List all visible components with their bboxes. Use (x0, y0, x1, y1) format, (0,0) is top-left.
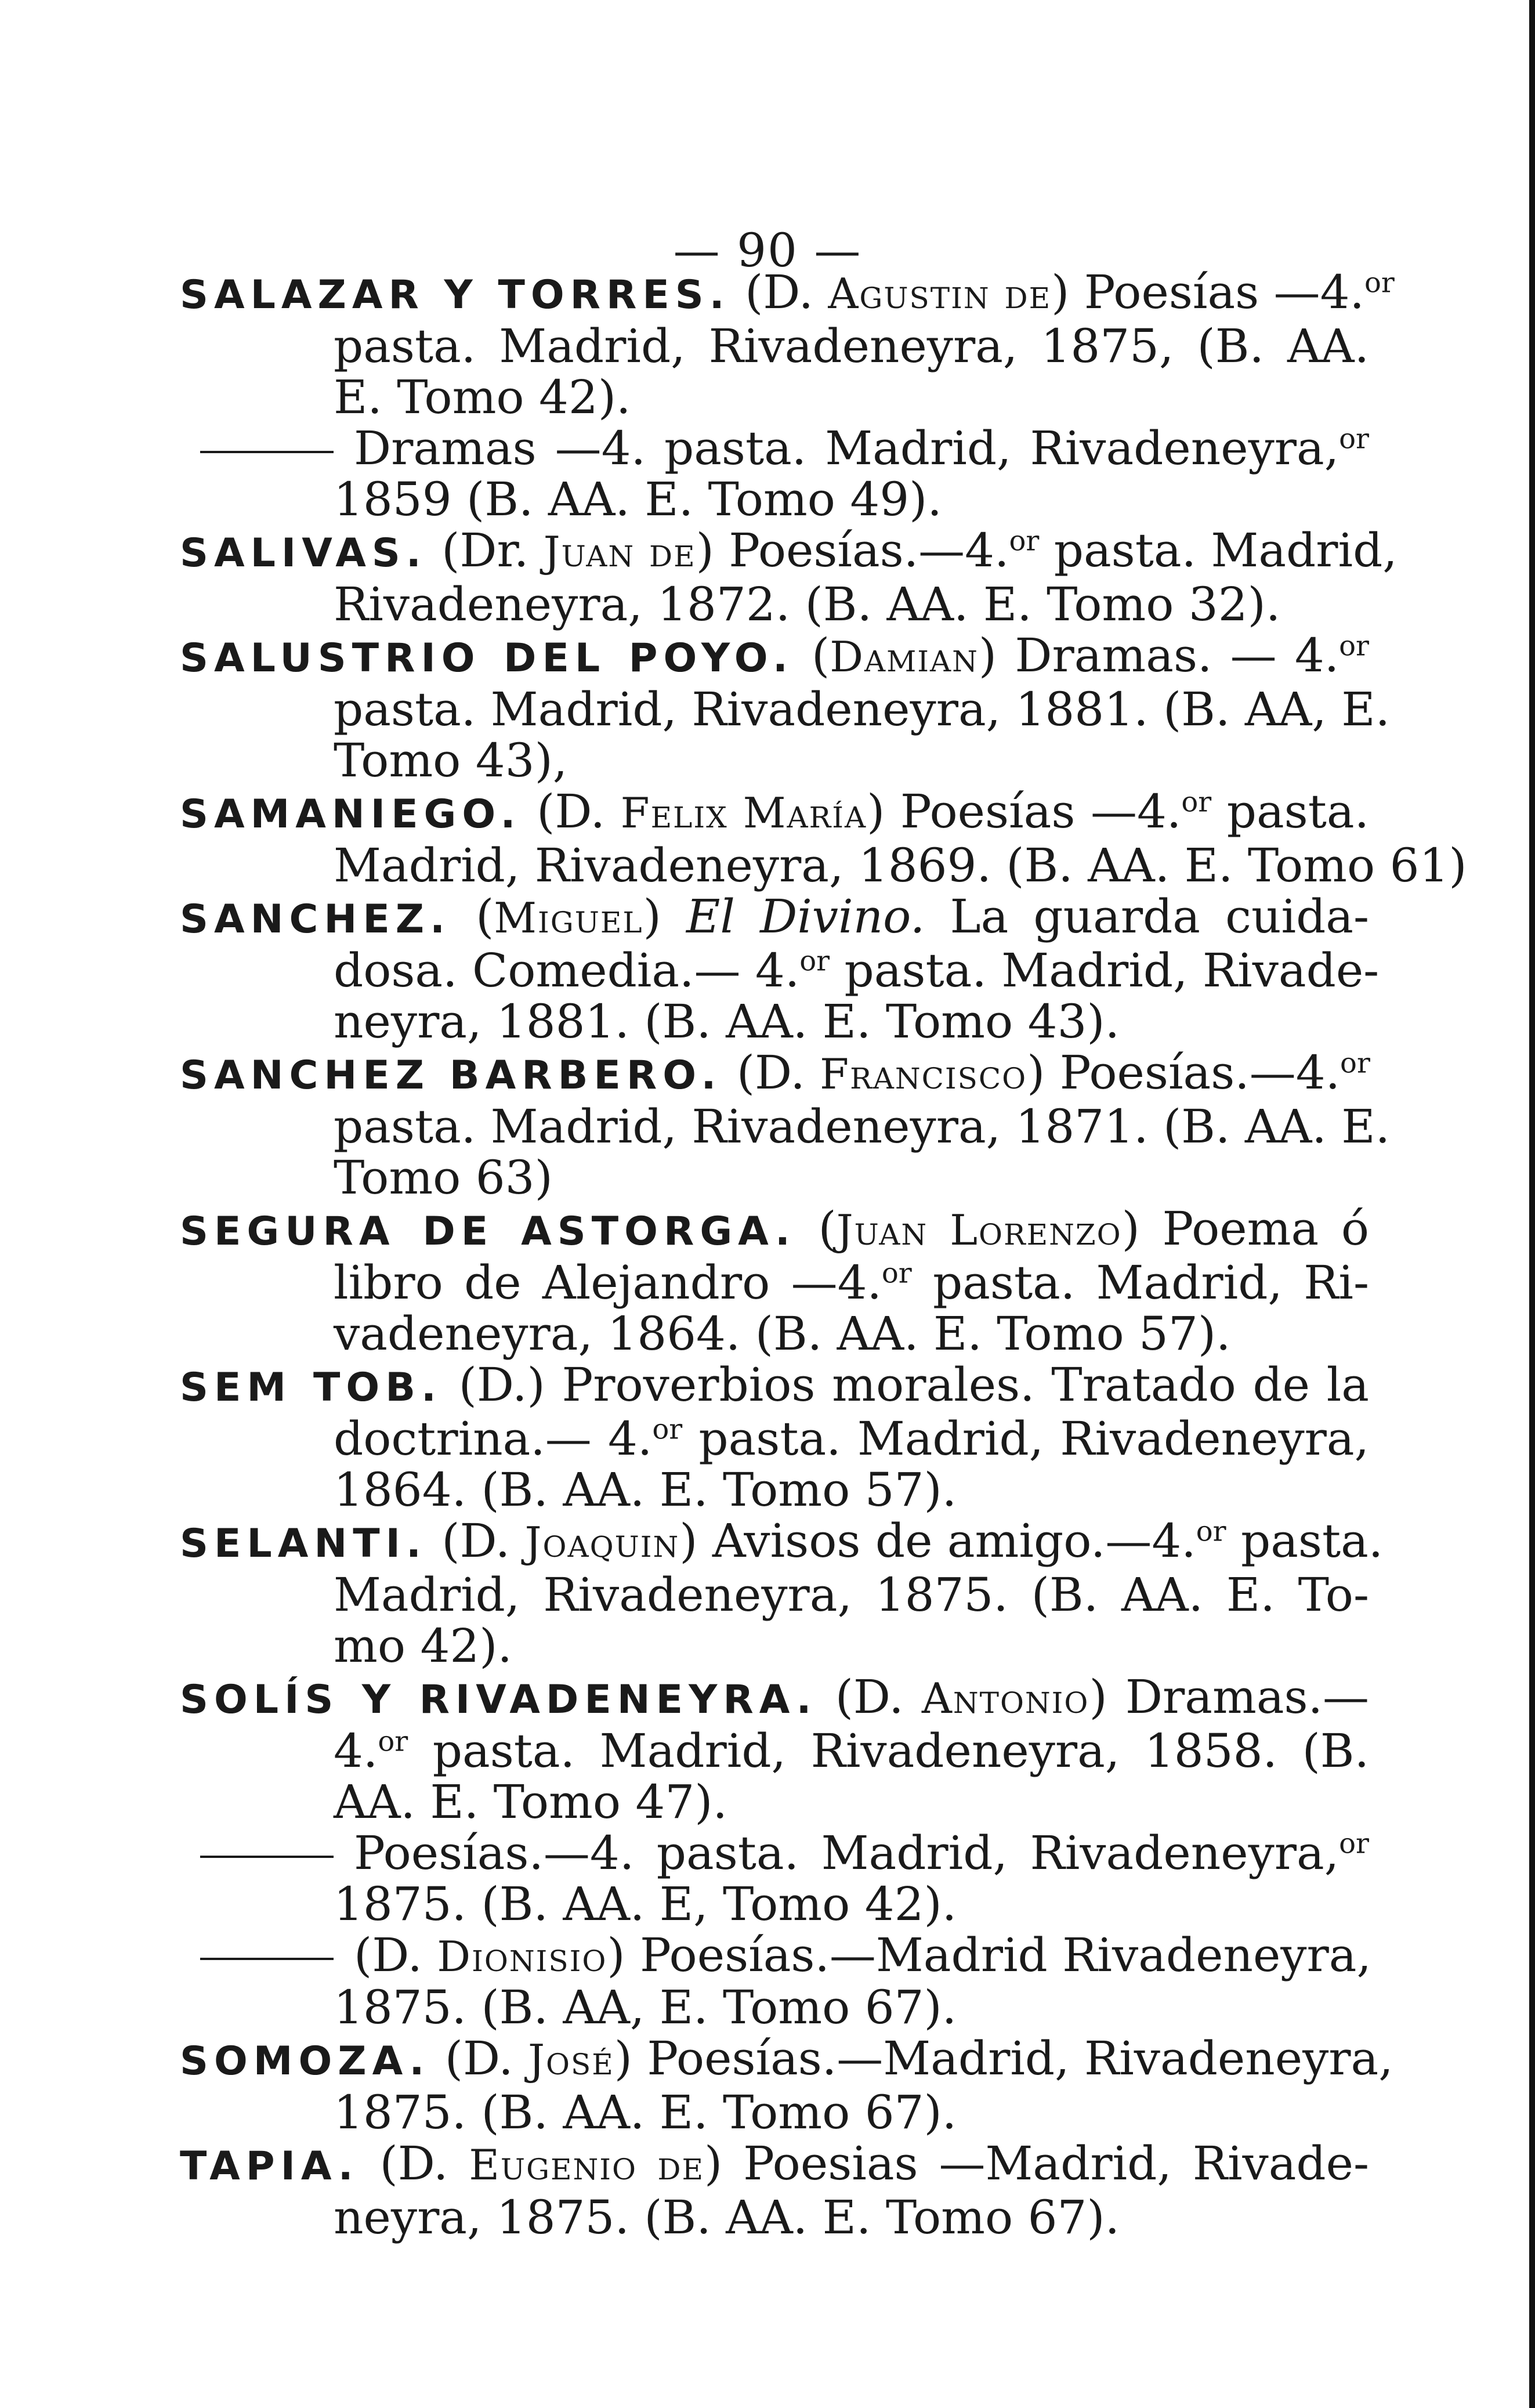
ordinal-superscript: or (1340, 1047, 1370, 1080)
entry-text: pasta. (1226, 1514, 1384, 1568)
entry-text: (D. (835, 1670, 922, 1724)
entry-line (180, 2192, 1369, 2243)
entry-text: (D. (441, 1514, 525, 1568)
author-headword: SELANTI. (180, 1521, 427, 1567)
entry-text: Poesías.—4. (354, 1826, 635, 1880)
bibliography-entry (180, 1360, 1369, 1516)
bibliography-entry (180, 523, 1398, 631)
entry-text: pasta. Madrid, Rivadeneyra, (682, 1412, 1370, 1466)
entry-text: 1859 (B. AA. E. Tomo 49). (334, 472, 942, 526)
entry-text: neyra, 1875. (B. AA. E. Tomo 67). (334, 2190, 1120, 2244)
entry-text: pasta. Madrid, Ri- (911, 1256, 1369, 1310)
entry-text: (D. (444, 2031, 528, 2085)
page-number: — 90 — (673, 223, 862, 277)
entry-text: AA. E. Tomo 47). (334, 1775, 727, 1829)
entry-line (180, 1514, 1384, 1570)
entry-text: Rivadeneyra, 1872. (B. AA. E. Tomo 32). (334, 577, 1281, 631)
entry-line (180, 423, 1369, 474)
entry-text: 1864. (B. AA. E. Tomo 57). (334, 1463, 957, 1517)
author-name: Miguel (494, 894, 643, 942)
entry-text: pasta. Madrid, (1039, 523, 1398, 577)
entry-line (180, 1982, 1369, 2033)
entry-line (180, 1203, 1369, 1257)
bibliography-entry (180, 2031, 1393, 2139)
entry-line (180, 1879, 1369, 1930)
entry-line (180, 1257, 1369, 1308)
entry-line (180, 579, 1369, 630)
entry-line (180, 891, 1369, 945)
entry-line (180, 838, 1467, 892)
author-name: Juan de (543, 527, 696, 576)
bibliography-entry (180, 1514, 1384, 1673)
author-name: José (528, 2035, 614, 2084)
entry-text: ( (818, 1202, 837, 1256)
entry-text: ( (812, 628, 830, 682)
bibliography-entry (180, 1672, 1369, 1828)
entry-text: 4. (334, 1724, 378, 1778)
entry-text: (D. (745, 265, 828, 319)
author-headword: SAMANIEGO. (180, 791, 522, 837)
entry-text: Madrid, Rivadeneyra, 1875. (B. AA. E. To- (334, 1568, 1369, 1622)
entry-line (180, 1621, 1369, 1672)
entry-line (180, 321, 1369, 372)
entry-line (180, 1930, 1369, 1982)
entry-line (180, 1413, 1369, 1465)
entry-line (180, 996, 1369, 1047)
entry-line (180, 1047, 1369, 1101)
bibliography-entry (180, 628, 1391, 787)
entry-text: pasta. Madrid, Rivadeneyra, 1858. (B. (408, 1724, 1369, 1778)
entry-line (180, 265, 1395, 321)
entry-text: pasta. Madrid, Rivadeneyra, (646, 421, 1339, 475)
entry-text: ) Avisos de amigo.—4. (679, 1514, 1196, 1568)
ditto-dash (200, 451, 334, 453)
entry-text: E. Tomo 42). (334, 370, 631, 424)
author-name: Antonio (921, 1674, 1089, 1723)
author-name: Francisco (820, 1050, 1027, 1098)
entry-text: pasta. Madrid, Rivade- (830, 943, 1380, 997)
bibliography-entry (180, 1046, 1391, 1205)
entry-text: ) Dramas.— (1089, 1670, 1369, 1724)
ordinal-superscript: or (881, 1257, 912, 1290)
entry-text: ) Poesías —4. (867, 784, 1182, 838)
author-name: Joaquin (524, 1518, 680, 1567)
entry-text: pasta. Madrid, Rivadeneyra, 1875, (B. AA. (334, 319, 1369, 373)
entry-text: mo 42). (334, 1619, 512, 1673)
author-headword: SANCHEZ BARBERO. (180, 1053, 722, 1098)
entry-line (180, 1308, 1369, 1360)
entry-text: (D. (537, 784, 621, 838)
entry-line (180, 1100, 1391, 1154)
entry-text: ) Poesías.—4. (696, 523, 1009, 577)
ordinal-superscript: or (1196, 1515, 1226, 1548)
bibliography-entry (180, 890, 1380, 1048)
entry-line (180, 1726, 1369, 1777)
entry-line (180, 2087, 1369, 2138)
entry-line (180, 1570, 1369, 1621)
author-headword: SALAZAR Y TORRES. (180, 272, 730, 318)
entry-line (180, 630, 1369, 684)
entry-text: (D. (379, 2136, 469, 2190)
author-headword: SEM TOB. (180, 1365, 442, 1411)
entry-text: dosa. Comedia.— 4. (334, 943, 800, 997)
entry-text: pasta. Madrid, Rivadeneyra, 1881. (B. AA, E. (334, 682, 1391, 736)
entry-line (180, 2031, 1393, 2087)
author-name: Dionisio (437, 1932, 607, 1981)
entry-text: ) Poesías.—4. (1027, 1046, 1341, 1100)
entry-line (180, 523, 1398, 579)
author-name: Agustin de (828, 269, 1052, 318)
entry-text: ) (643, 890, 686, 943)
entry-text: 1875. (B. AA. E, Tomo 42). (334, 1877, 957, 1931)
ordinal-superscript: or (652, 1413, 683, 1446)
author-name: Damian (830, 632, 979, 681)
author-name: Felix María (620, 789, 867, 837)
bibliography-entry (180, 1203, 1369, 1360)
entry-text: Madrid, Rivadeneyra, 1869. (B. AA. E. Tomo 61) (334, 838, 1467, 892)
entry-text: (D.) Proverbios morales. Tratado de la (458, 1358, 1370, 1412)
entry-line (180, 943, 1380, 997)
entry-text: (D. (736, 1046, 820, 1100)
author-name: Juan Lorenzo (836, 1206, 1122, 1254)
entry-text: Tomo 43), (334, 733, 568, 787)
entry-text: 1875. (B. AA. E. Tomo 67). (334, 2085, 957, 2139)
entry-text: ) Poesías.—Madrid Rivadeneyra, (607, 1928, 1371, 1982)
bibliography-entry (180, 2138, 1369, 2243)
entry-line (180, 1465, 1369, 1516)
entry-text: libro de Alejandro —4. (334, 1256, 882, 1310)
ordinal-superscript: or (1009, 525, 1040, 558)
entry-text: pasta. Madrid, Rivadeneyra, (634, 1826, 1339, 1880)
bibliography-entry (180, 784, 1467, 892)
entry-text: 1875. (B. AA, E. Tomo 67). (334, 1980, 957, 2034)
entry-text: doctrina.— 4. (334, 1412, 653, 1466)
entry-line (180, 474, 1369, 525)
entry-text: Tomo 63) (334, 1151, 553, 1205)
entry-line (180, 372, 1369, 423)
entry-text: ) Dramas. — 4. (978, 628, 1339, 682)
ditto-dash (200, 1856, 334, 1858)
author-headword: SALIVAS. (180, 530, 427, 576)
ordinal-superscript: or (1181, 786, 1212, 819)
ordinal-superscript: or (1339, 630, 1369, 663)
entry-text: ) Poesias —Madrid, Rivade- (704, 2136, 1369, 2190)
bibliography-entry (180, 1828, 1369, 1930)
ordinal-superscript: or (799, 945, 830, 978)
author-headword: SOMOZA. (180, 2038, 430, 2084)
author-name: Eugenio de (469, 2141, 704, 2189)
entry-line (180, 2138, 1369, 2192)
title-italic: El Divino. (686, 890, 925, 943)
entry-text: ) Poema ó (1121, 1202, 1369, 1256)
entry-text: La guarda cuida- (925, 890, 1369, 943)
author-headword: SEGURA DE ASTORGA. (180, 1209, 796, 1254)
entry-text: ( (476, 890, 494, 943)
entry-line (180, 735, 1369, 786)
entry-text: pasta. Madrid, Rivadeneyra, 1871. (B. AA. E. (334, 1100, 1391, 1154)
entry-line (180, 682, 1391, 736)
entry-line (180, 786, 1369, 840)
entry-text: neyra, 1881. (B. AA. E. Tomo 43). (334, 995, 1120, 1048)
entry-line (180, 1672, 1369, 1726)
entry-text: ) Poesías.—Madrid, Rivadeneyra, (614, 2031, 1393, 2085)
author-headword: SANCHEZ. (180, 896, 451, 942)
entry-text: (D. (354, 1928, 437, 1982)
bibliography-entries (180, 265, 1467, 2244)
entry-text: pasta. (1211, 784, 1369, 838)
entry-text: vadeneyra, 1864. (B. AA. E. Tomo 57). (334, 1307, 1231, 1361)
entry-text: Dramas —4. (354, 421, 646, 475)
ditto-dash (200, 1958, 334, 1960)
ordinal-superscript: or (378, 1725, 408, 1758)
entry-line (180, 1360, 1369, 1413)
bibliography-entry (180, 1930, 1369, 2033)
ordinal-superscript: or (1364, 266, 1395, 299)
ordinal-superscript: or (1339, 1827, 1369, 1860)
bibliography-entry (180, 423, 1369, 525)
ordinal-superscript: or (1339, 422, 1369, 455)
author-headword: TAPIA. (180, 2143, 359, 2189)
entry-line (180, 1152, 1369, 1203)
entry-text: (Dr. (441, 523, 544, 577)
entry-text: ) Poesías —4. (1051, 265, 1364, 319)
entry-line (180, 1828, 1369, 1879)
author-headword: SALUSTRIO DEL POYO. (180, 635, 794, 681)
bibliography-entry (180, 265, 1395, 424)
entry-line (180, 1777, 1369, 1828)
author-headword: SOLÍS Y RIVADENEYRA. (180, 1677, 817, 1723)
